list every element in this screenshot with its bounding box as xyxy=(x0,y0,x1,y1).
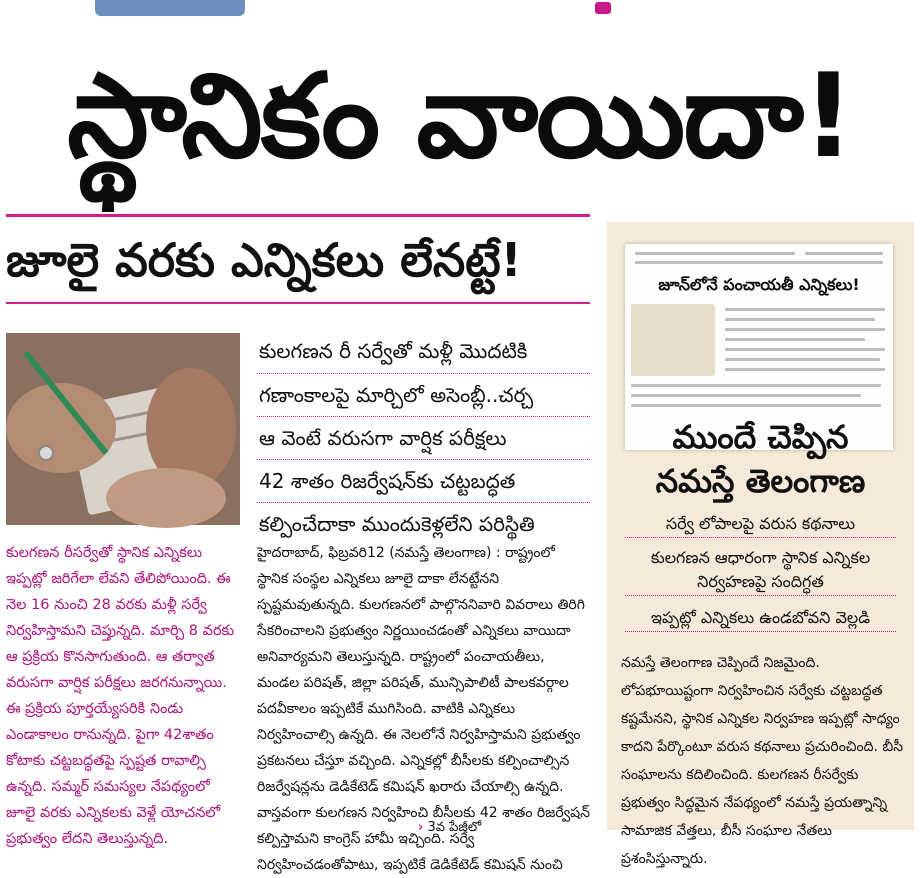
sidebar-body-text: నమస్తే తెలంగాణ చెప్పిందే నిజమైంది. లోపభూయిష్టంగా నిర్వహించిన సర్వేకు చట్టబద్ధత కష్టమేనని, స్థానిక ఎన్నికల నిర్వహణ ఇప్పట్లో సాధ్యం కాదని పేర్కొంటూ వరుస కథనాలు ప్రచురించింది. బీసీ సంఘాలను కదిలించింది. కులగణన రీసర్వేకు ప్రభుత్వం సిద్ధమైన నేపథ్యంలో నమస్తే ప్రయత్నాన్ని సామాజిక వేత్తలు, బీసీ సంఘాల నేతలు ప్రశంసిస్తున్నారు. xyxy=(621,655,904,867)
clip-text-line xyxy=(805,252,883,255)
sidebar-headline-line1: ముందే చెప్పిన xyxy=(672,418,849,456)
photo-illustration xyxy=(6,333,240,525)
top-color-mark xyxy=(595,2,611,14)
sub-headline: జూలై వరకు ఎన్నికలు లేనట్టే! xyxy=(6,233,522,287)
sidebar-subpoint-text: కులగణన ఆధారంగా స్థానిక ఎన్నికల xyxy=(650,548,871,567)
sidebar-subpoint-text: ఇప్పట్లో ఎన్నికలు ఉండబోవని వెల్లడి xyxy=(650,608,871,627)
clip-text-line xyxy=(725,348,885,351)
sidebar-subpoint-text: సర్వే లోపాలపై వరుస కథనాలు xyxy=(665,514,856,533)
clipping-bullet-box xyxy=(631,304,715,376)
top-strip xyxy=(0,0,920,18)
clip-text-line xyxy=(725,328,885,331)
clip-text-line xyxy=(631,404,881,407)
sidebar-subpoint xyxy=(615,510,906,538)
main-headline: స్థానికం వాయిదా! xyxy=(67,49,853,184)
highlight-item: గణాంకాలపై మార్చిలో అసెంబ్లీ..చర్చ xyxy=(257,373,590,416)
sidebar-headline-line2: నమస్తే తెలంగాణ xyxy=(655,462,866,500)
subhead-rule xyxy=(6,302,590,304)
highlight-item: 42 శాతం రిజర్వేషన్‌కు చట్టబద్ధత xyxy=(257,459,590,502)
subpoint-divider xyxy=(625,537,896,538)
clip-text-line xyxy=(725,308,885,311)
clip-text-line xyxy=(725,358,880,361)
sidebar-subpoint xyxy=(615,568,906,596)
headline-rule xyxy=(6,214,590,217)
subpoint-divider xyxy=(625,595,896,596)
voter-ink-photo xyxy=(6,333,240,525)
clip-text-line xyxy=(635,261,883,264)
sidebar-subpoint-text: నిర్వహణపై సందిగ్ధత xyxy=(697,572,824,591)
clip-text-line xyxy=(631,394,861,397)
highlights-list xyxy=(257,330,590,545)
continue-arrow-icon: › xyxy=(418,820,424,835)
continued-label: 3వ పేజీలో xyxy=(427,820,482,835)
sidebar-subpoint xyxy=(615,604,906,632)
clipping-title: జూన్‌లోనే పంచాయతీ ఎన్నికలు! xyxy=(658,275,860,294)
highlight-item: ఆ వెంటే వరుసగా వార్షిక పరీక్షలు xyxy=(257,416,590,459)
main-story-text: హైదరాబాద్, ఫిబ్రవరి12 (నమస్తే తెలంగాణ) : రాష్ట్రంలో స్థానిక సంస్థల ఎన్నికలు జూలై దాకా లేనట్టేనని స్పష్టమవుతున్నది. కులగణనలో పాల్గొననివారి వివరాలు తిరిగి సేకరించాలని ప్రభుత్వం నిర్ణయించడంతో ఎన్నికలు వాయిదా అనివార్యమని తెలుస్తున్నది. రాష్ట్రంలో పంచాయతీలు, మండల పరిషత్, జిల్లా పరిషత్, మున్సిపాలిటీ పాలకవర్గాల పదవీకాలం ఇప్పటికే ముగిసింది. వాటికి ఎన్నికలు నిర్వహించాల్సి ఉన్నది. ఈ నెలలోనే నిర్వహిస్తామని ప్రభుత్వం ప్రకటనలు చేస్తూ వచ్చింది. ఎన్నికల్లో బీసీలకు కల్పించాల్సిన రిజర్వేషన్లను డెడికేటెడ్ కమిషన్ ఖరారు చేయాల్సి ఉన్నది. వాస్తవంగా కులగణన నిర్వహించి బీసీలకు 42 శాతం రిజర్వేషన్ కల్పిస్తామని కాంగ్రెస్ హామీ ఇచ్చింది. సర్వే నిర్వహించడంతోపాటు, ఇప్పటికే డెడికేటెడ్ కమిషన్ నుంచి xyxy=(257,545,590,873)
summary-text: కులగణన రీసర్వేతో స్థానిక ఎన్నికలు ఇప్పట్లో జరిగేలా లేవని తేలిపోయింది. ఈ నెల 16 నుంచి 28 వరకు మళ్లీ సర్వే నిర్వహిస్తామని చెప్తున్నది. మార్చి 8 వరకు ఆ ప్రక్రియ కొనసాగుతుంది. ఆ తర్వాత వరుసగా వార్షిక పరీక్షలు జరగనున్నాయి. ఈ ప్రక్రియ పూర్తయ్యేసరికి నిండు ఎండాకాలం రానున్నది. పైగా 42శాతం కోటాకు చట్టబద్ధతపై స్పష్టత రావాల్సి ఉన్నది. సమ్మర్ సమస్యల నేపథ్యంలో జూలై వరకు ఎన్నికలకు వెళ్లే యోచనలో ప్రభుత్వం లేదని తెలుస్తున్నది. xyxy=(6,545,235,847)
continued-on-page[interactable] xyxy=(418,820,481,838)
clip-text-line xyxy=(631,384,881,387)
clip-text-line xyxy=(725,368,885,371)
highlight-item: కల్పించేదాకా ముందుకెళ్లలేని పరిస్థితి xyxy=(257,502,590,545)
highlight-item: కులగణన రీ సర్వేతో మళ్లీ మొదటికి xyxy=(259,339,528,363)
top-photo-fragment xyxy=(95,0,245,16)
clip-text-line xyxy=(635,252,795,255)
sidebar-box xyxy=(607,222,914,867)
subpoint-divider xyxy=(625,631,896,632)
summary-column xyxy=(6,540,242,852)
sidebar-body xyxy=(621,649,907,873)
clip-text-line xyxy=(725,318,875,321)
clip-text-line xyxy=(725,338,865,341)
